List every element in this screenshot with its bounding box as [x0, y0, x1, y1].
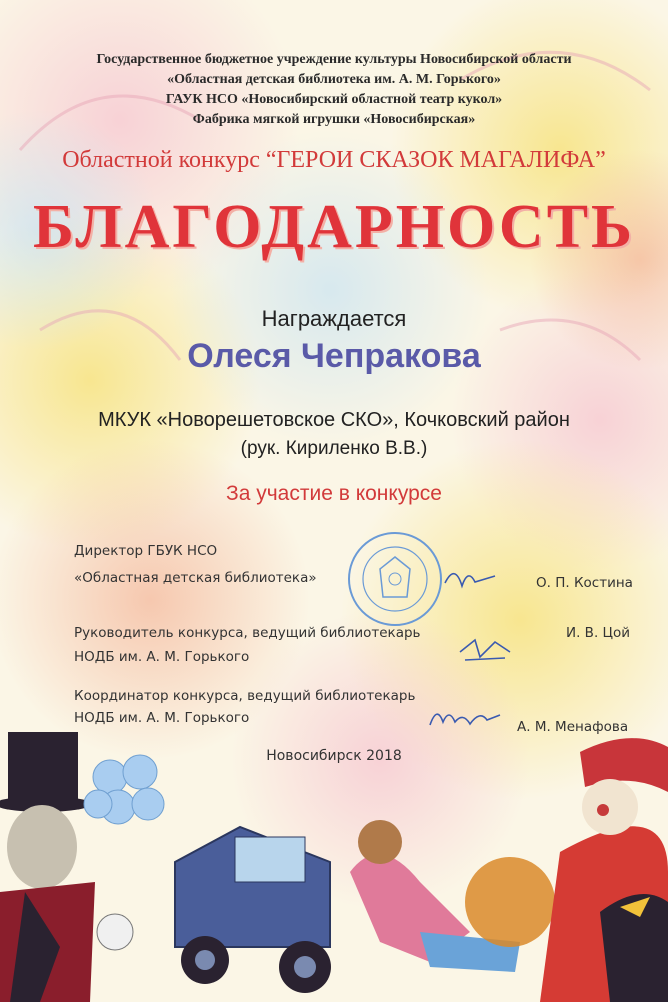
- signer-2-role: Руководитель конкурса, ведущий библиотекарь: [74, 625, 421, 641]
- signer-3-org: НОДБ им. А. М. Горького: [74, 710, 250, 726]
- certificate-title: БЛАГОДАРНОСТЬ: [32, 193, 636, 261]
- contest-title: Областной конкурс “ГЕРОИ СКАЗОК МАГАЛИФА”: [62, 147, 606, 173]
- signer-2-name: И. В. Цой: [566, 625, 631, 641]
- signer-2-org: НОДБ им. А. М. Горького: [74, 649, 250, 665]
- awarded-label: Награждается: [261, 306, 407, 331]
- header-line-1: Государственное бюджетное учреждение культуры Новосибирской области: [96, 52, 572, 67]
- signer-3-name: А. М. Менафова: [517, 719, 629, 735]
- recipient-leader: (рук. Кириленко В.В.): [240, 438, 428, 459]
- recipient-organization: МКУК «Новорешетовское СКО», Кочковский район: [98, 409, 570, 431]
- recipient-name: Олеся Чепракова: [187, 337, 481, 375]
- signer-1-org: «Областная детская библиотека»: [74, 570, 317, 586]
- award-reason: За участие в конкурсе: [226, 482, 442, 505]
- signer-1-role: Директор ГБУК НСО: [74, 543, 218, 559]
- header-line-3: ГАУК НСО «Новосибирский областной театр кукол»: [165, 92, 503, 107]
- header-line-4: Фабрика мягкой игрушки «Новосибирская»: [192, 112, 476, 127]
- signer-3-role: Координатор конкурса, ведущий библиотекарь: [74, 688, 416, 704]
- signer-1-name: О. П. Костина: [536, 575, 633, 591]
- place-and-year: Новосибирск 2018: [266, 748, 402, 764]
- header-line-2: «Областная детская библиотека им. А. М. Горького»: [167, 72, 501, 87]
